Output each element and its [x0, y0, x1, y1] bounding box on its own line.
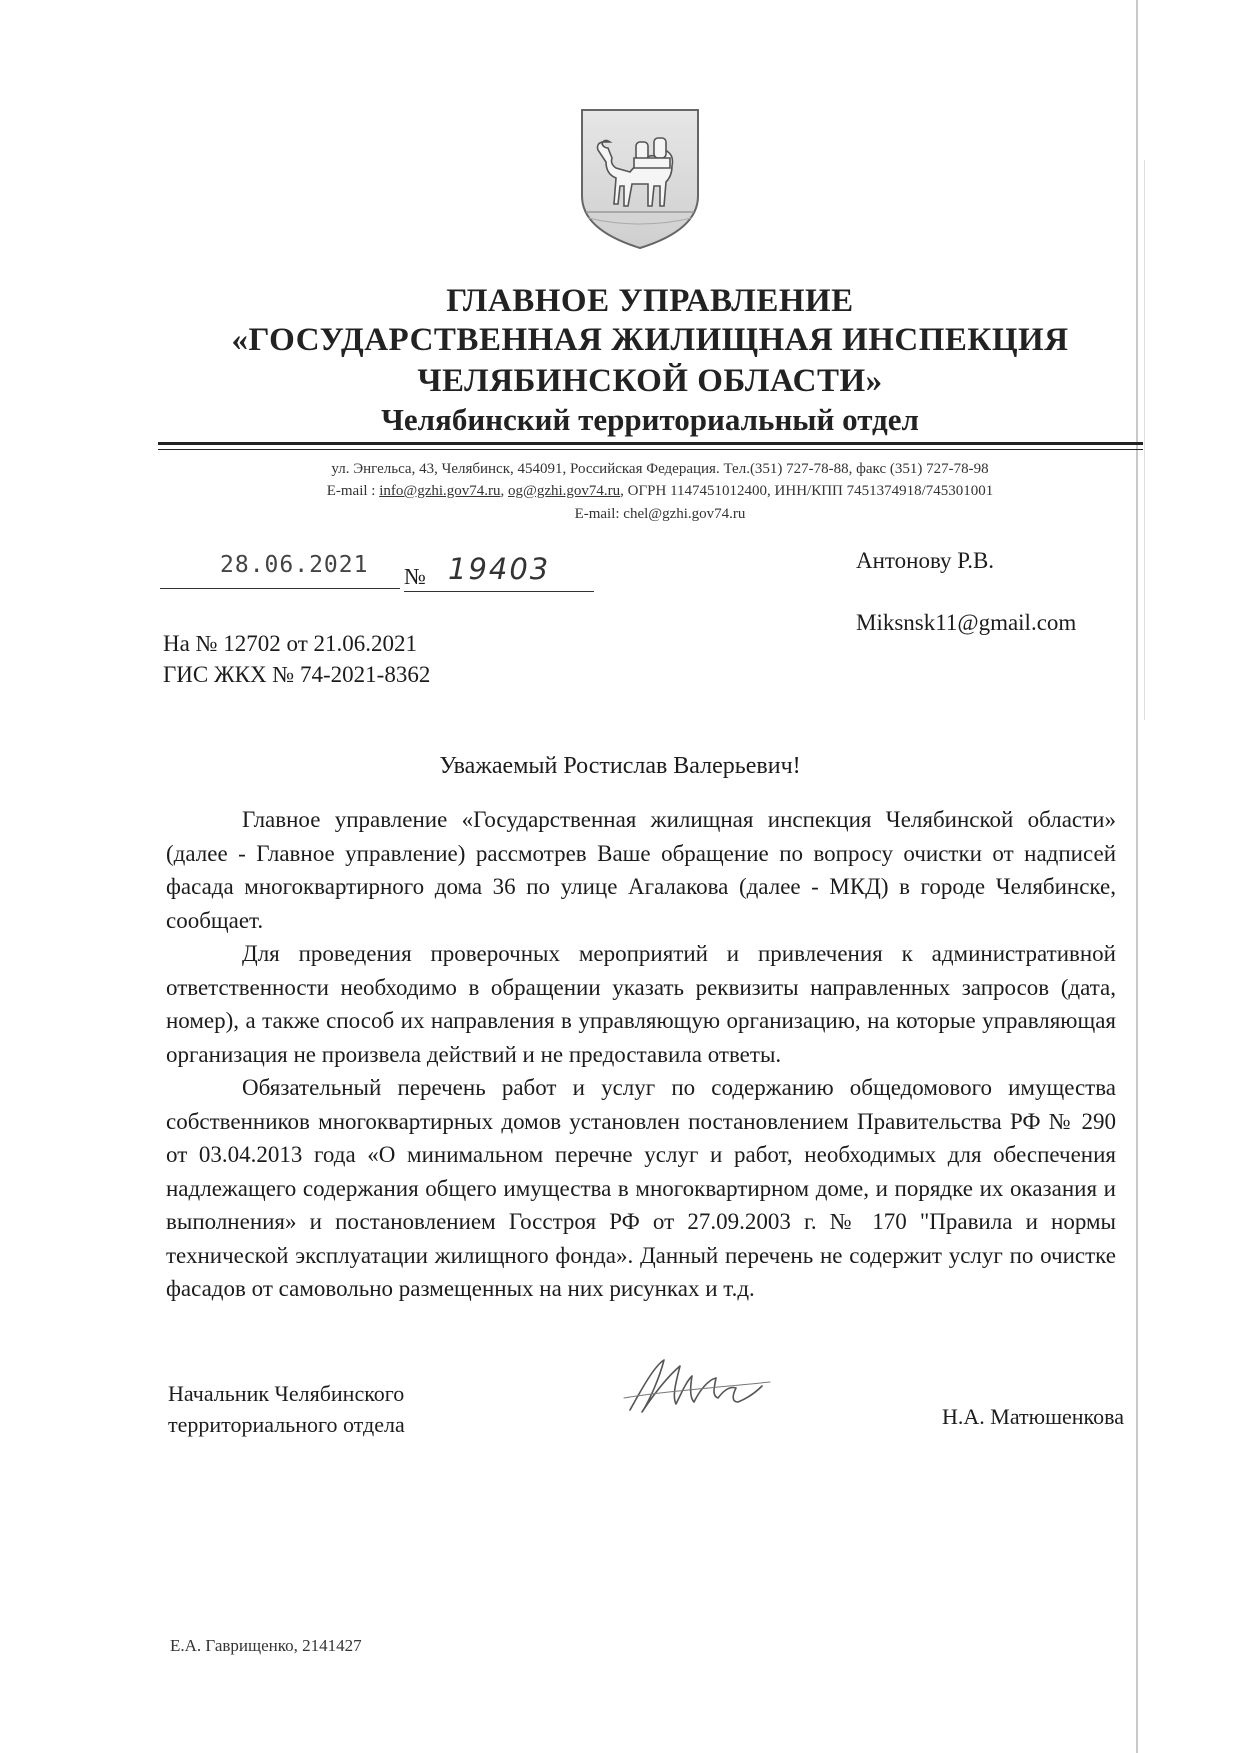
addressee-name: Антонову Р.В.	[856, 548, 995, 573]
email-prefix: E-mail :	[326, 483, 380, 499]
greeting: Уважаемый Ростислав Валерьевич!	[439, 753, 801, 779]
org-identifiers: , ОГРН 1147451012400, ИНН/КПП 7451374918/745301001	[620, 483, 994, 499]
chelyabinsk-camel-coat-of-arms-icon	[580, 108, 700, 250]
email-separator: ,	[500, 483, 509, 499]
reference-gis: ГИС ЖКХ № 74-2021-8362	[163, 662, 431, 687]
email-link-info[interactable]: info@gzhi.gov74.ru	[379, 483, 501, 499]
number-underline	[404, 591, 594, 592]
number-sign: №	[404, 564, 426, 589]
body-paragraph: Главное управление «Государственная жилищная инспекция Челябинской области» (далее - Главное управление) рассмотрев Ваше обращение по вопросу очистки от надписей фасада многоквартирного дома 36 по улице Агалакова (далее - МКД) в городе Челябинске, сообщает.	[166, 807, 1116, 933]
org-name-line1: ГЛАВНОЕ УПРАВЛЕНИЕ	[446, 283, 854, 319]
executor-contact: Е.А. Гаврищенко, 2141427	[170, 1636, 362, 1655]
signer-name: Н.А. Матюшенкова	[942, 1404, 1124, 1429]
scan-artifact-line	[1136, 0, 1138, 1753]
org-emails-ids	[200, 483, 1120, 500]
department-name: Челябинский территориальный отдел	[381, 402, 919, 437]
scan-artifact-line	[1144, 160, 1145, 720]
email-link-og[interactable]: og@gzhi.gov74.ru	[508, 483, 621, 499]
header-divider-thin	[158, 449, 1143, 450]
addressee-email: Miksnsk11@gmail.com	[856, 610, 1077, 635]
registration-number: 19403	[448, 552, 551, 586]
header-divider-thick	[158, 442, 1143, 445]
org-name-line2: «ГОСУДАРСТВЕННАЯ ЖИЛИЩНАЯ ИНСПЕКЦИЯ	[231, 322, 1069, 358]
body-paragraph: Обязательный перечень работ и услуг по содержанию общедомового имущества собственников многоквартирных домов установлен постановлением Правительства РФ № 290 от 03.04.2013 года «О минимальном перечне услуг и работ, необходимых для обеспечения надлежащего содержания общего имущества в многоквартирном доме, и порядке их оказания и выполнения» и постановлением Госстроя РФ от 27.09.2003 г. № 170 "Правила и нормы технической эксплуатации жилищного фонда». Данный перечень не содержит услуг по очистке фасадов от самовольно размещенных на них рисунках и т.д.	[166, 1075, 1116, 1301]
date-underline	[160, 588, 400, 589]
registration-date: 28.06.2021	[220, 552, 369, 578]
org-address: ул. Энгельса, 43, Челябинск, 454091, Российская Федерация. Тел.(351) 727-78-88, факс (351) 727-78-98	[331, 461, 989, 477]
handwritten-signature-icon	[620, 1352, 820, 1422]
department-email: E-mail: chel@gzhi.gov74.ru	[574, 506, 746, 522]
body-paragraph: Для проведения проверочных мероприятий и привлечения к административной ответственности необходимо в обращении указать реквизиты направленных запросов (дата, номер), а также способ их направления в управляющую организацию, на которые управляющая организация не произвела действий и не предоставила ответы.	[166, 941, 1116, 1067]
org-name-line3: ЧЕЛЯБИНСКОЙ ОБЛАСТИ»	[417, 363, 883, 399]
signer-title-line2: территориального отдела	[168, 1412, 405, 1437]
reference-incoming: На № 12702 от 21.06.2021	[163, 631, 418, 656]
letter-body	[166, 803, 1116, 1306]
signer-title-line1: Начальник Челябинского	[168, 1381, 405, 1406]
